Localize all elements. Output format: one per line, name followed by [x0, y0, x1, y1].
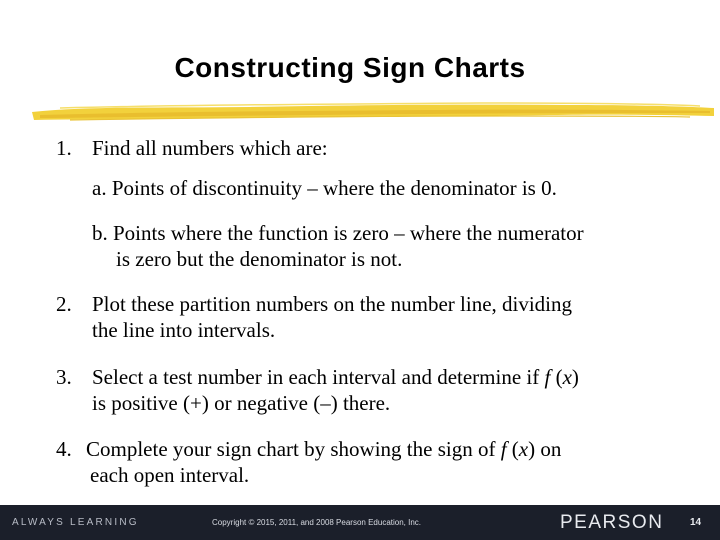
item-text-pre: Complete your sign chart by showing the sign of	[86, 437, 501, 461]
item-text-block	[86, 436, 561, 488]
sub-item-text: Points where the function is zero – where the numerator	[113, 221, 584, 245]
footer-copyright: Copyright © 2015, 2011, and 2008 Pearson Education, Inc.	[212, 518, 421, 527]
variable-symbol: x	[518, 437, 529, 461]
item-text-pre: Select a test number in each interval and determine if	[92, 365, 545, 389]
variable-symbol: x	[562, 365, 572, 389]
sub-item-label: b.	[92, 221, 108, 245]
item-text-continued: is positive (+) or negative (–) there.	[92, 391, 391, 415]
pearson-logo: PEARSON	[560, 512, 664, 533]
item-text-post: ) on	[528, 437, 562, 461]
paren-open: (	[550, 365, 563, 389]
sub-item-a	[92, 175, 557, 201]
list-item-1	[56, 135, 696, 161]
list-item-4	[56, 436, 696, 488]
item-number: 4.	[56, 437, 72, 461]
item-text: Plot these partition numbers on the number line, dividing	[92, 292, 573, 316]
item-number: 3.	[56, 365, 72, 389]
item-number: 2.	[56, 292, 72, 316]
item-text-continued: the line into intervals.	[92, 318, 276, 342]
item-number: 1.	[56, 136, 72, 160]
highlight-brush-stroke	[30, 96, 716, 126]
function-symbol: f	[544, 365, 551, 389]
item-text-block	[92, 291, 572, 343]
page-number: 14	[690, 517, 702, 528]
item-text: Find all numbers which are:	[92, 136, 328, 160]
item-text-block	[92, 364, 579, 416]
paren-close: )	[571, 365, 579, 389]
sub-item-text: Points of discontinuity – where the denominator is 0.	[111, 176, 557, 200]
sub-item-text-continued: is zero but the denominator is not.	[116, 247, 403, 271]
item-text	[92, 365, 579, 389]
sub-item-b	[92, 220, 584, 272]
item-text-continued: each open interval.	[90, 463, 250, 487]
footer-tagline: ALWAYS LEARNING	[12, 517, 139, 528]
list-item-2	[56, 291, 696, 343]
item-text	[86, 437, 561, 461]
function-symbol: f	[500, 437, 507, 461]
footer-bar	[0, 505, 720, 540]
list-item-3	[56, 364, 696, 416]
sub-item-label: a.	[92, 176, 107, 200]
slide-title: Constructing Sign Charts	[174, 52, 526, 83]
paren-open: (	[506, 437, 519, 461]
